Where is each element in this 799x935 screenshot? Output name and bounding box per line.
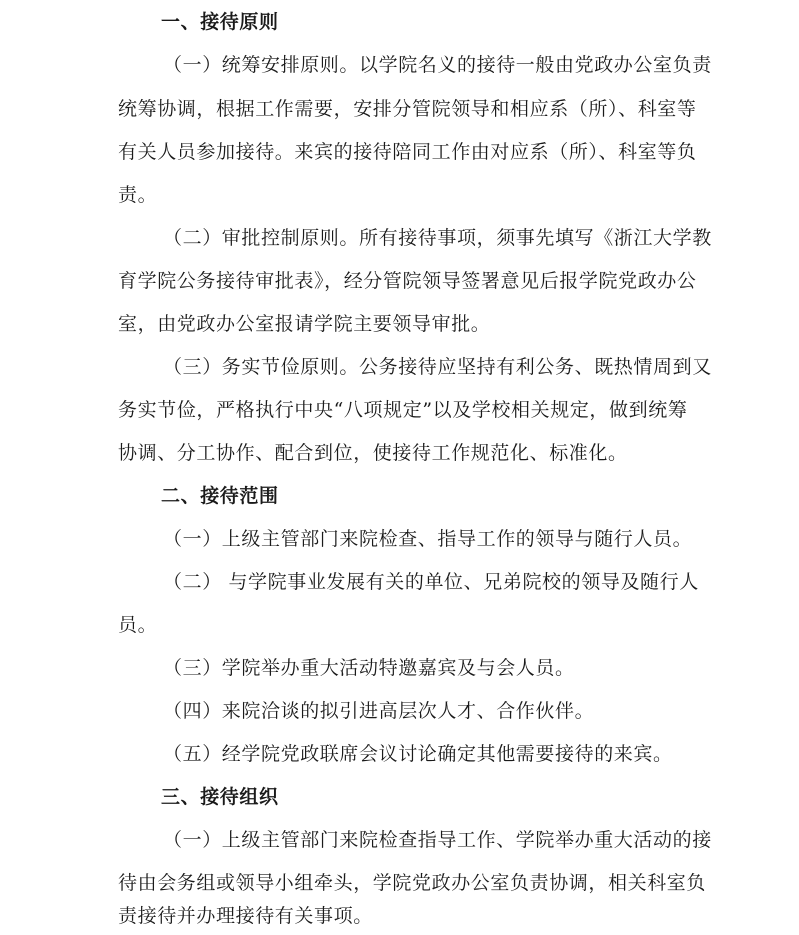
paragraph-line: （一）上级主管部门来院检查指导工作、学院举办重大活动的接 <box>163 829 712 851</box>
section-heading-reception-scope: 二、接待范围 <box>161 485 279 507</box>
paragraph-line: （一）上级主管部门来院检查、指导工作的领导与随行人员。 <box>163 528 693 550</box>
paragraph-line: （三）务实节俭原则。公务接待应坚持有利公务、既热情周到又 <box>163 356 712 378</box>
paragraph-line: （二）审批控制原则。所有接待事项，须事先填写《浙江大学教 <box>163 227 712 249</box>
paragraph-line: 责。 <box>118 184 158 206</box>
paragraph-line: （二） 与学院事业发展有关的单位、兄弟院校的领导及随行人 <box>163 571 699 593</box>
paragraph-line: （四）来院洽谈的拟引进高层次人才、合作伙伴。 <box>163 700 595 722</box>
paragraph-line: （一）统筹安排原则。以学院名义的接待一般由党政办公室负责 <box>163 54 712 76</box>
paragraph-line: 协调、分工协作、配合到位，使接待工作规范化、标准化。 <box>118 442 628 464</box>
paragraph-line: （五）经学院党政联席会议讨论确定其他需要接待的来宾。 <box>163 743 673 765</box>
paragraph-line: 有关人员参加接待。来宾的接待陪同工作由对应系（所）、科室等负 <box>118 141 697 163</box>
paragraph-line: （三）学院举办重大活动特邀嘉宾及与会人员。 <box>163 657 575 679</box>
paragraph-line: 育学院公务接待审批表》，经分管院领导签署意见后报学院党政办公 <box>118 270 697 292</box>
paragraph-line: 统筹协调，根据工作需要，安排分管院领导和相应系（所）、科室等 <box>118 98 697 120</box>
paragraph-line: 务实节俭，严格执行中央“八项规定”以及学校相关规定，做到统筹 <box>118 399 688 421</box>
paragraph-line: 员。 <box>118 614 158 636</box>
section-heading-reception-principles: 一、接待原则 <box>161 11 279 33</box>
paragraph-line: 责接待并办理接待有关事项。 <box>118 905 373 927</box>
paragraph-line: 室，由党政办公室报请学院主要领导审批。 <box>118 313 491 335</box>
section-heading-reception-organization: 三、接待组织 <box>161 786 279 808</box>
paragraph-line: 待由会务组或领导小组牵头，学院党政办公室负责协调，相关科室负 <box>118 872 707 894</box>
